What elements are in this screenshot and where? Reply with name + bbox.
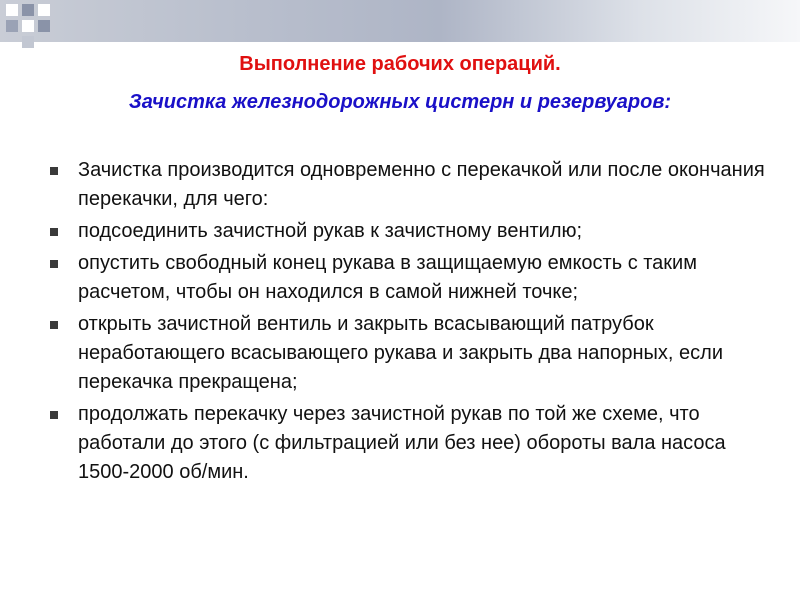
decorative-square [22,36,34,48]
bullet-list [44,156,774,490]
bullet-item [44,156,774,214]
square-bullet-icon [50,260,58,268]
square-bullet-icon [50,321,58,329]
bullet-item [44,310,774,397]
bullet-text: опустить свободный конец рукава в защищаемую емкость с таким расчетом, чтобы он находился в самой нижней точке; [78,252,697,303]
decorative-square [6,4,18,16]
square-bullet-icon [50,411,58,419]
bullet-item [44,217,774,246]
bullet-item [44,400,774,487]
slide-subtitle: Зачистка железнодорожных цистерн и резервуаров: [128,91,672,113]
bullet-item [44,249,774,307]
bullet-text: подсоединить зачистной рукав к зачистному вентилю; [78,220,583,242]
bullet-text: Зачистка производится одновременно с перекачкой или после окончания перекачки, для чего: [78,159,765,210]
decorative-square [6,20,18,32]
bullet-text: открыть зачистной вентиль и закрыть всасывающий патрубок неработающего всасывающего рукава и закрыть два напорных, если перекачка прекращена; [78,313,723,393]
square-bullet-icon [50,167,58,175]
decorative-squares-icon [0,0,60,50]
slide-title: Выполнение рабочих операций. [239,53,561,75]
decorative-square [38,4,50,16]
decorative-square [22,4,34,16]
square-bullet-icon [50,228,58,236]
decorative-square [22,20,34,32]
bullet-text: продолжать перекачку через зачистной рукав по той же схеме, что работали до этого (с фильтрацией или без нее) обороты вала насоса 1500-2000 об/мин. [78,403,726,483]
decorative-square [38,20,50,32]
header-band [0,0,800,42]
